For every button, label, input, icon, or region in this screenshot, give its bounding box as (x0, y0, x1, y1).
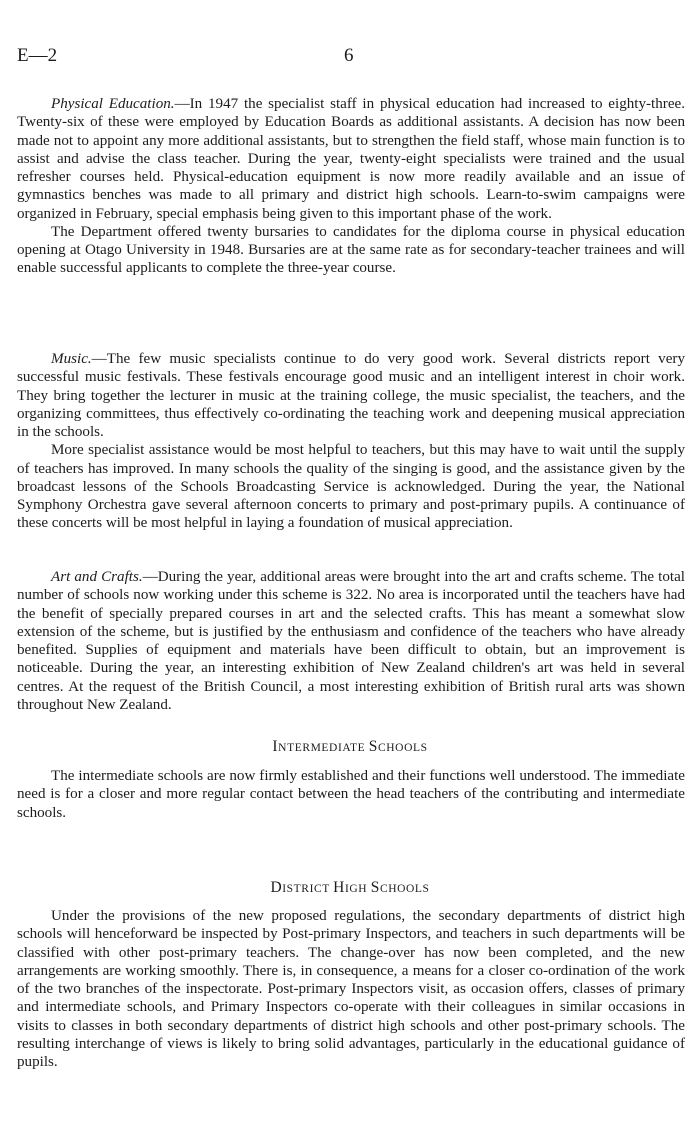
art-and-crafts-paragraph-1 (17, 568, 685, 714)
art-and-crafts-section (17, 568, 685, 714)
intermediate-schools-paragraph-1: The intermediate schools are now firmly established and their functions well understood. The immediate need is for a closer and more regular contact between the head teachers of the contributing and intermediate schools. (17, 768, 685, 821)
document-code: E—2 (17, 45, 58, 66)
art-and-crafts-lead: Art and Crafts. (51, 569, 143, 585)
music-paragraph-1 (17, 350, 685, 441)
physical-education-paragraph-1-text: —In 1947 the specialist staff in physical education had increased to eighty-three. Twenty-six of these were employed by Education Boards as additional assistants. A decision has now been made not to appoint any more additional assistants, but to strengthen the field staff, whose main function is to assist and advise the class teacher. During the year, twenty-eight specialists were trained and the usual refresher courses held. Physical-education equipment is now more readily available and an issue of gymnastics benches was made to all primary and district high schools. Learn-to-swim campaigns were organized in February, special emphasis being given to this important phase of the work. (17, 96, 685, 222)
art-and-crafts-paragraph-1-text: —During the year, additional areas were brought into the art and crafts scheme. The total number of schools now working under this scheme is 322. No area is incorporated until the teachers have had the benefit of specially prepared courses in art and the selected crafts. This has meant a somewhat slow extension of the scheme, but is justified by the enthusiasm and confidence of the teachers who have already benefited. Supplies of equipment and materials have been difficult to obtain, but an improvement is noticeable. During the year, an interesting exhibition of New Zealand children's art was held in several centres. At the request of the British Council, a most interesting exhibition of British rural arts was shown throughout New Zealand. (17, 569, 685, 713)
music-section (17, 350, 685, 533)
music-lead: Music. (51, 351, 92, 367)
district-high-schools-section (17, 907, 685, 1071)
district-high-schools-heading: DISTRICT HIGH SCHOOLS (270, 879, 430, 896)
intermediate-schools-section (17, 767, 685, 822)
intermediate-schools-heading: INTERMEDIATE SCHOOLS (272, 738, 428, 755)
music-paragraph-2: More specialist assistance would be most helpful to teachers, but this may have to wait until the supply of teachers has improved. In many schools the quality of the singing is good, and the assistance given by the broadcast lessons of the Schools Broadcasting Service is acknowledged. During the year, the National Symphony Orchestra gave several afternoon concerts to primary and post-primary pupils. A continuance of these concerts will be most helpful in laying a foundation of musical appreciation. (17, 442, 685, 532)
page-number: 6 (344, 45, 354, 66)
physical-education-lead: Physical Education. (51, 96, 175, 112)
district-high-schools-paragraph-1: Under the provisions of the new proposed regulations, the secondary departments of district high schools will henceforward be inspected by Post-primary Inspectors, and teachers in such departments will be classified with other post-primary teachers. The change-over has now been completed, and the new arrangements are working smoothly. There is, in consequence, a means for a closer co-ordination of the work of the two branches of the inspectorate. Post-primary Inspectors visit, as occasion offers, classes of primary and intermediate schools, and Primary Inspectors co-operate with their colleagues in similar occasions in visits to classes in both secondary departments of district high schools and other post-primary schools. The resulting interchange of views is likely to bring solid advantages, particularly in the educational guidance of pupils. (17, 908, 685, 1070)
physical-education-paragraph-1 (17, 95, 685, 223)
physical-education-section (17, 95, 685, 278)
physical-education-paragraph-2: The Department offered twenty bursaries to candidates for the diploma course in physical education opening at Otago University in 1948. Bursaries are at the same rate as for secondary-teacher trainees and will enable successful applicants to complete the three-year course. (17, 223, 685, 277)
music-paragraph-1-text: —The few music specialists continue to do very good work. Several districts report very successful music festivals. These festivals encourage good music and an intelligent interest in choir work. They bring together the lecturer in music at the training college, the music specialist, the teachers, and the organizing committees, thus effectively co-ordinating the teaching work and deepening musical appreciation in the schools. (17, 351, 685, 440)
